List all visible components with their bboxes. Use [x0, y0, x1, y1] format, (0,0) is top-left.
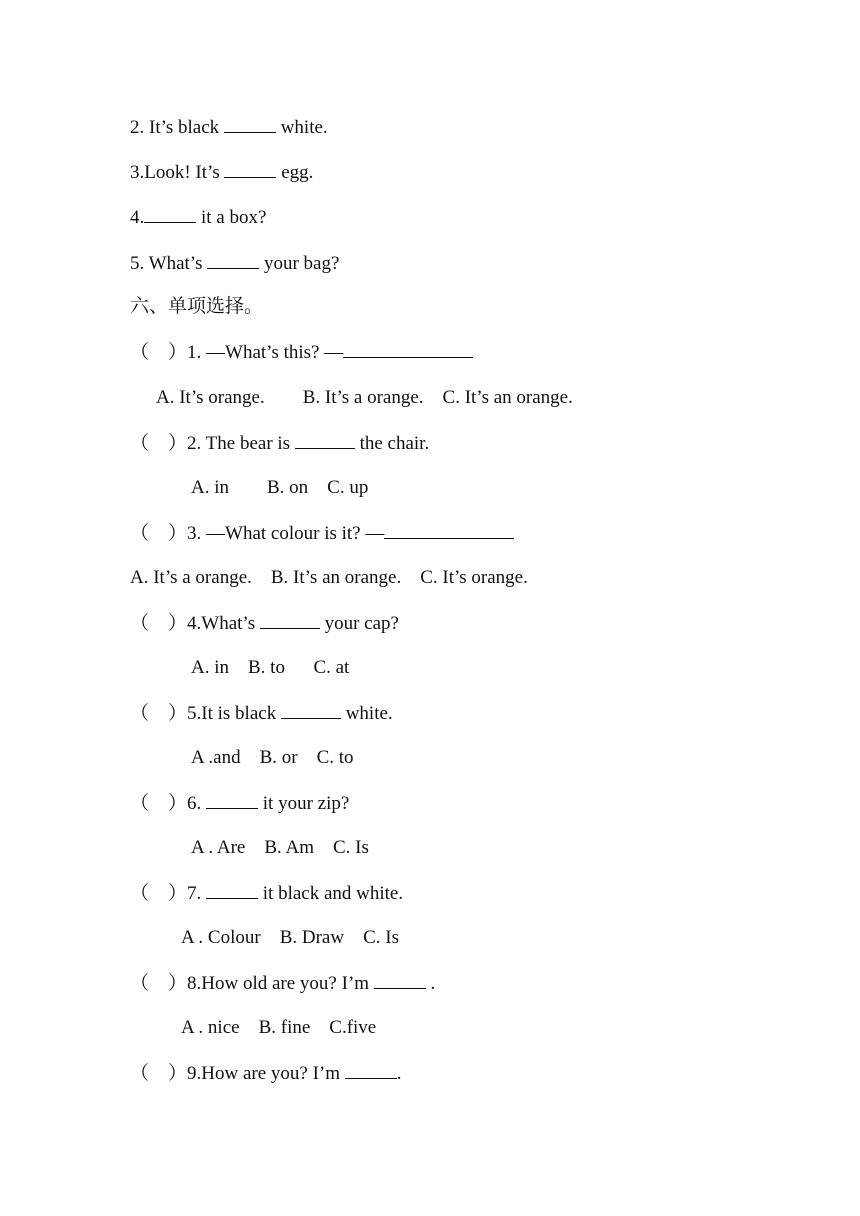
answer-blank[interactable] — [343, 340, 473, 358]
question-2: （ ）2. The bear is the chair. — [130, 433, 430, 454]
fill-item-2: 2. It’s black white. — [130, 117, 328, 138]
answer-blank[interactable] — [281, 701, 341, 719]
answer-paren[interactable]: （ ） — [130, 433, 188, 454]
answer-paren[interactable]: （ ） — [130, 883, 188, 904]
answer-blank[interactable] — [295, 431, 355, 449]
options-6: A . Are B. Am C. Is — [191, 837, 369, 858]
options-8: A . nice B. fine C.five — [181, 1017, 377, 1038]
options-7: A . Colour B. Draw C. Is — [181, 927, 399, 948]
answer-paren[interactable]: （ ） — [130, 793, 188, 814]
answer-blank[interactable] — [374, 971, 426, 989]
answer-blank[interactable] — [224, 160, 276, 178]
answer-paren[interactable]: （ ） — [130, 973, 188, 994]
question-4: （ ）4.What’s your cap? — [130, 613, 399, 634]
answer-blank[interactable] — [206, 791, 258, 809]
answer-blank[interactable] — [207, 251, 259, 269]
answer-blank[interactable] — [345, 1061, 397, 1079]
answer-paren[interactable]: （ ） — [130, 523, 188, 544]
question-8: （ ）8.How old are you? I’m . — [130, 973, 436, 994]
question-6: （ ）6. it your zip? — [130, 793, 350, 814]
answer-paren[interactable]: （ ） — [130, 613, 188, 634]
answer-blank[interactable] — [206, 881, 258, 899]
options-3: A. It’s a orange. B. It’s an orange. C. It’s orange. — [130, 567, 528, 588]
fill-item-5: 5. What’s your bag? — [130, 253, 340, 274]
fill-item-4: 4. it a box? — [130, 207, 267, 228]
answer-blank[interactable] — [224, 115, 276, 133]
answer-blank[interactable] — [384, 521, 514, 539]
options-2: A. in B. on C. up — [191, 477, 369, 498]
question-7: （ ）7. it black and white. — [130, 883, 404, 904]
answer-paren[interactable]: （ ） — [130, 342, 188, 363]
fill-item-3: 3.Look! It’s egg. — [130, 162, 314, 183]
answer-blank[interactable] — [260, 611, 320, 629]
question-3: （ ）3. —What colour is it? — — [130, 521, 514, 546]
answer-blank[interactable] — [144, 205, 196, 223]
question-1: （ ）1. —What’s this? — — [130, 340, 473, 365]
options-5: A .and B. or C. to — [191, 747, 354, 768]
section-heading: 六、单项选择。 — [130, 296, 264, 317]
options-1: A. It’s orange. B. It’s a orange. C. It’s an orange. — [156, 387, 573, 408]
answer-paren[interactable]: （ ） — [130, 1063, 188, 1084]
options-4: A. in B. to C. at — [191, 657, 350, 678]
question-9: （ ）9.How are you? I’m . — [130, 1063, 402, 1084]
answer-paren[interactable]: （ ） — [130, 703, 188, 724]
question-5: （ ）5.It is black white. — [130, 703, 393, 724]
